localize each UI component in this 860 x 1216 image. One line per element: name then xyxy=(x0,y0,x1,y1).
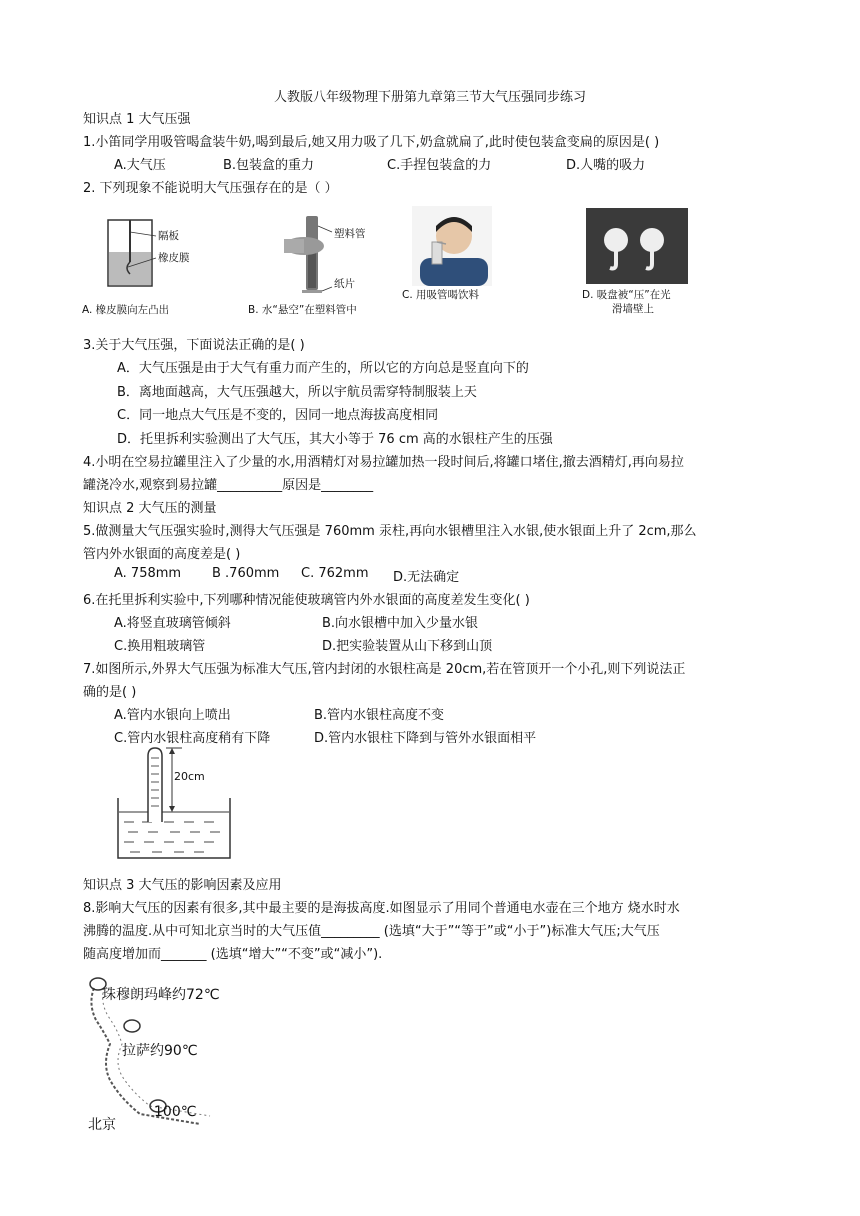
q5-option-a: A. 758mm xyxy=(114,566,182,581)
question-4-line2: 罐浇冷水,观察到易拉罐__________原因是________ xyxy=(83,478,374,493)
section-heading-3: 知识点 3 大气压的影响因素及应用 xyxy=(83,878,282,893)
q6-option-a: A.将竖直玻璃管倾斜 xyxy=(114,616,231,631)
q6-option-c: C.换用粗玻璃管 xyxy=(114,639,206,654)
question-8-line3: 随高度增加而_______ (选填“增大”“不变”或“减小”). xyxy=(83,947,383,962)
q7-figure-height-label: 20cm xyxy=(174,770,205,783)
q6-option-b: B.向水银槽中加入少量水银 xyxy=(322,616,479,631)
question-6-stem: 6.在托里拆利实验中,下列哪种情况能使玻璃管内外水银面的高度差发生变化( ) xyxy=(83,593,530,608)
q2-figure-d-photo xyxy=(586,208,688,284)
page-title: 人教版八年级物理下册第九章第三节大气压强同步练习 xyxy=(273,90,586,105)
question-2-stem: 2. 下列现象不能说明大气压强存在的是（ ） xyxy=(83,181,338,196)
q2-fig-d-caption-line2: 滑墙壁上 xyxy=(612,303,654,315)
q7-option-b: B.管内水银柱高度不变 xyxy=(314,708,445,723)
q2-fig-b-label-paper: 纸片 xyxy=(334,278,355,290)
q7-option-a: A.管内水银向上喷出 xyxy=(114,708,231,723)
q8-figure-beijing-label: 北京 xyxy=(88,1117,116,1133)
q7-option-d: D.管内水银柱下降到与管外水银面相平 xyxy=(314,731,537,746)
question-8-line2: 沸腾的温度.从中可知北京当时的大气压值_________ (选填“大于”“等于”或“小于”)标准大气压;大气压 xyxy=(83,924,660,939)
question-1-stem: 1.小笛同学用吸管喝盒装牛奶,喝到最后,她又用力吸了几下,奶盒就扁了,此时使包装盒变扁的原因是( ) xyxy=(83,135,660,150)
q8-figure-lhasa-label: 拉萨约90℃ xyxy=(122,1043,198,1059)
q1-option-a: A.大气压 xyxy=(114,158,166,173)
section-heading-1: 知识点 1 大气压强 xyxy=(83,112,191,127)
q1-option-b: B.包装盒的重力 xyxy=(223,158,315,173)
q5-option-c: C. 762mm xyxy=(301,566,369,581)
q2-fig-d-caption-line1: D. 吸盘被“压”在光 xyxy=(582,289,671,301)
question-4-line1: 4.小明在空易拉罐里注入了少量的水,用酒精灯对易拉罐加热一段时间后,将罐口堵住,撤去酒精灯,再向易拉 xyxy=(83,455,684,470)
q2-fig-b-caption: B. 水“悬空”在塑料管中 xyxy=(248,304,357,316)
q2-figure-c-photo xyxy=(412,206,492,286)
q2-fig-a-label-membrane: 橡皮膜 xyxy=(158,252,190,264)
q2-fig-c-caption: C. 用吸管喝饮料 xyxy=(402,289,480,301)
question-7-line1: 7.如图所示,外界大气压强为标准大气压,管内封闭的水银柱高是 20cm,若在管顶开一个小孔,则下列说法正 xyxy=(83,662,686,677)
q5-option-b: B .760mm xyxy=(212,566,280,581)
section-heading-2: 知识点 2 大气压的测量 xyxy=(83,501,217,516)
q5-option-d: D.无法确定 xyxy=(393,570,460,585)
question-5-line2: 管内外水银面的高度差是( ) xyxy=(83,547,241,562)
q8-figure-everest-label: 珠穆朗玛峰约72℃ xyxy=(102,987,220,1003)
question-8-line1: 8.影响大气压的因素有很多,其中最主要的是海拔高度.如图显示了用同个普通电水壶在三个地方 烧水时水 xyxy=(83,901,680,916)
question-3-stem: 3.关于大气压强，下面说法正确的是( ) xyxy=(83,338,305,353)
q2-fig-a-label-partition: 隔板 xyxy=(158,230,179,242)
question-5-line1: 5.做测量大气压强实验时,测得大气压强是 760mm 汞柱,再向水银槽里注入水银,使水银面上升了 2cm,那么 xyxy=(83,524,697,539)
q3-option-a: A．大气压强是由于大气有重力而产生的，所以它的方向总是竖直向下的 xyxy=(117,361,529,376)
q8-figure-beijing-temp: 100℃ xyxy=(154,1104,197,1120)
q2-fig-b-label-tube: 塑料管 xyxy=(334,228,366,240)
q7-option-c: C.管内水银柱高度稍有下降 xyxy=(114,731,271,746)
q3-option-b: B．离地面越高，大气压强越大，所以宇航员需穿特制服装上天 xyxy=(117,385,477,400)
q6-option-d: D.把实验装置从山下移到山顶 xyxy=(322,639,493,654)
q2-fig-a-caption: A. 橡皮膜向左凸出 xyxy=(82,304,170,316)
q1-option-c: C.手捏包装盒的力 xyxy=(387,158,492,173)
q2-figure-b-diagram xyxy=(270,212,370,297)
q3-option-d: D．托里拆利实验测出了大气压，其大小等于 76 cm 高的水银柱产生的压强 xyxy=(117,432,553,447)
q3-option-c: C．同一地点大气压是不变的，因同一地点海拔高度相同 xyxy=(117,408,439,423)
q7-figure-mercury-tube xyxy=(114,744,234,862)
q1-option-d: D.人嘴的吸力 xyxy=(566,158,646,173)
question-7-line2: 确的是( ) xyxy=(83,685,137,700)
